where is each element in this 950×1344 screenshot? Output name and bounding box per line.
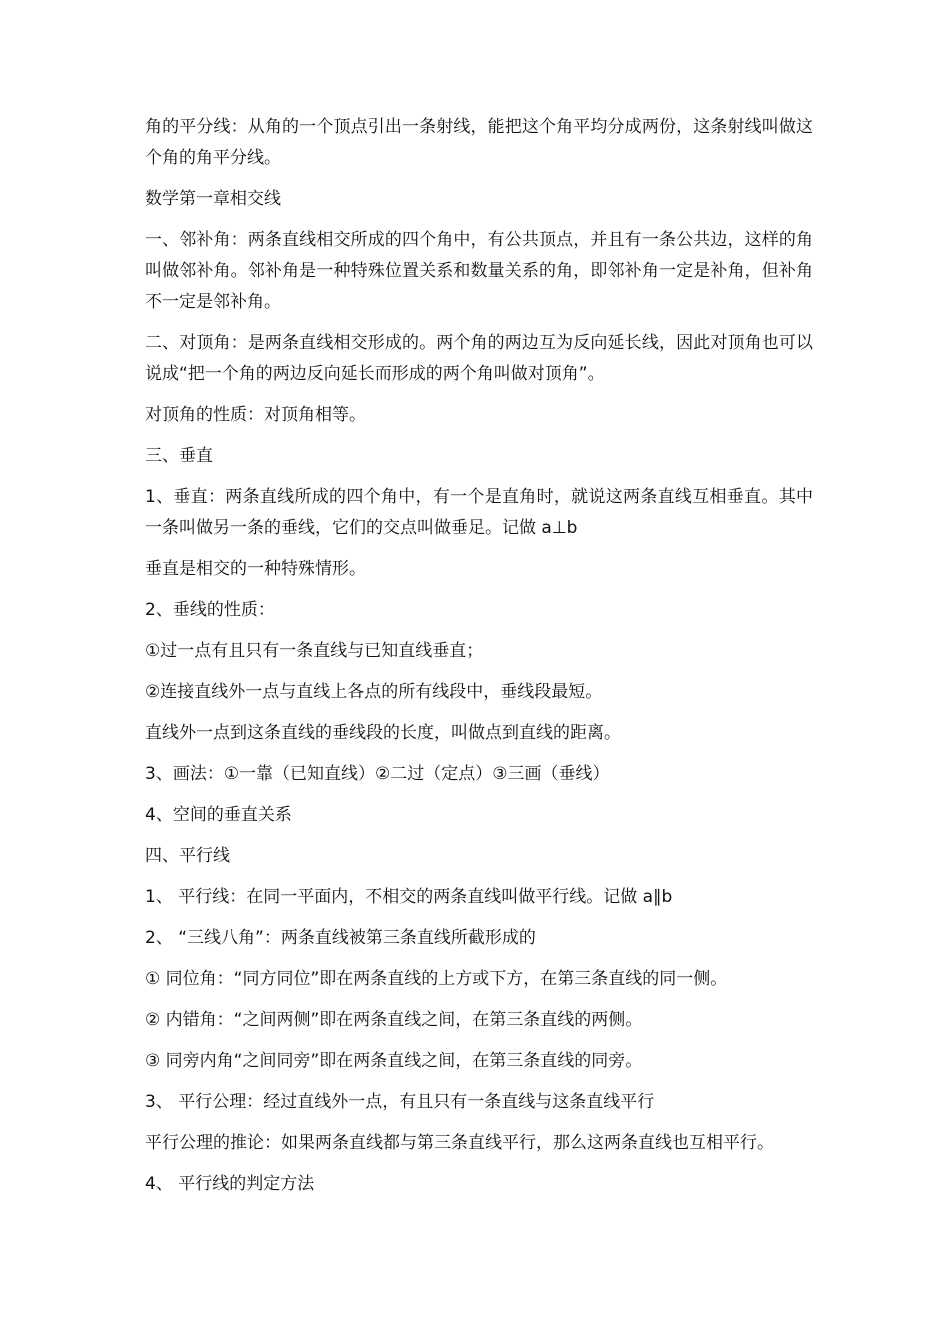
document-body xyxy=(145,112,813,1210)
paragraph-same-side-interior-angles: ③ 同旁内角“之间同旁”即在两条直线之间，在第三条直线的同旁。 xyxy=(145,1051,643,1071)
paragraph-spatial-perpendicular: 4、空间的垂直关系 xyxy=(145,805,292,825)
paragraph-perpendicular-special-case: 垂直是相交的一种特殊情形。 xyxy=(145,559,366,579)
paragraph-perpendicular-properties: 2、垂线的性质： xyxy=(145,600,275,620)
paragraph-alternate-interior-angles: ② 内错角：“之间两侧”即在两条直线之间，在第三条直线的两侧。 xyxy=(145,1010,643,1030)
paragraph-perpendicular-definition: 1、垂直：两条直线所成的四个角中，有一个是直角时，就说这两条直线互相垂直。其中一条叫做另一条的垂线，它们的交点叫做垂足。记做 a⊥b xyxy=(145,487,813,538)
section-heading-parallel: 四、平行线 xyxy=(145,846,230,866)
chapter-heading: 数学第一章相交线 xyxy=(145,189,281,209)
paragraph-property-two: ②连接直线外一点与直线上各点的所有线段中，垂线段最短。 xyxy=(145,682,603,702)
section-heading-perpendicular: 三、垂直 xyxy=(145,446,213,466)
paragraph-three-lines-eight-angles: 2、 “三线八角”：两条直线被第三条直线所截形成的 xyxy=(145,928,536,948)
paragraph-parallel-axiom-corollary: 平行公理的推论：如果两条直线都与第三条直线平行，那么这两条直线也互相平行。 xyxy=(145,1133,774,1153)
paragraph-corresponding-angles: ① 同位角：“同方同位”即在两条直线的上方或下方，在第三条直线的同一侧。 xyxy=(145,969,728,989)
paragraph-parallel-criteria: 4、 平行线的判定方法 xyxy=(145,1174,315,1194)
paragraph-vertical-angles-property: 对顶角的性质：对顶角相等。 xyxy=(145,405,366,425)
paragraph-angle-bisector: 角的平分线：从角的一个顶点引出一条射线，能把这个角平均分成两份，这条射线叫做这个角的角平分线。 xyxy=(145,117,813,168)
paragraph-adjacent-supplementary: 一、邻补角：两条直线相交所成的四个角中，有公共顶点，并且有一条公共边，这样的角叫做邻补角。邻补角是一种特殊位置关系和数量关系的角，即邻补角一定是补角，但补角不一定是邻补角。 xyxy=(145,230,813,312)
paragraph-parallel-definition: 1、 平行线：在同一平面内，不相交的两条直线叫做平行线。记做 a∥b xyxy=(145,887,673,907)
paragraph-property-one: ①过一点有且只有一条直线与已知直线垂直； xyxy=(145,641,484,661)
paragraph-drawing-method: 3、画法：①一靠（已知直线）②二过（定点）③三画（垂线） xyxy=(145,764,610,784)
paragraph-point-line-distance: 直线外一点到这条直线的垂线段的长度，叫做点到直线的距离。 xyxy=(145,723,621,743)
paragraph-parallel-axiom: 3、 平行公理：经过直线外一点，有且只有一条直线与这条直线平行 xyxy=(145,1092,655,1112)
paragraph-vertical-angles: 二、对顶角：是两条直线相交形成的。两个角的两边互为反向延长线，因此对顶角也可以说成“把一个角的两边反向延长而形成的两个角叫做对顶角”。 xyxy=(145,333,813,384)
